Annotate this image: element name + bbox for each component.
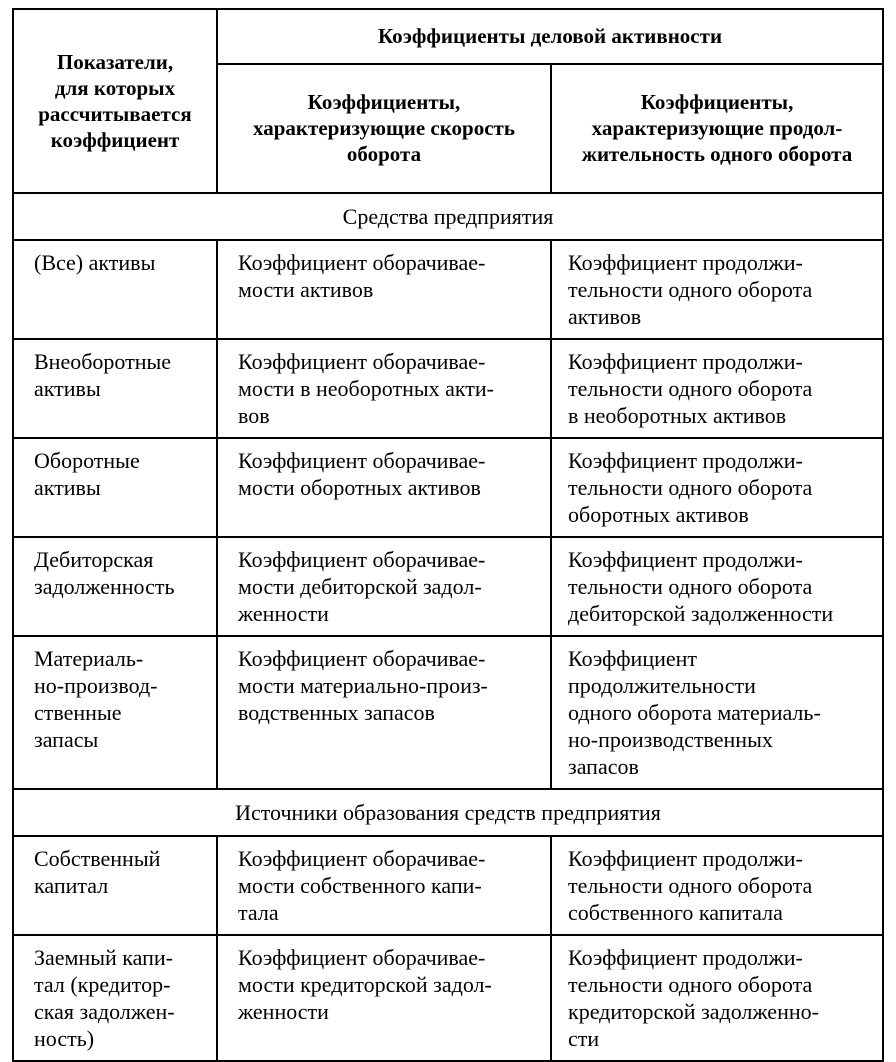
section-row: [13, 789, 883, 836]
duration-cell: Коэффициент продолжительности одного оборота материаль- но-производственных запасов: [551, 636, 883, 789]
duration-cell: Коэффициент продолжи- тельности одного оборота дебиторской задолженности: [551, 537, 883, 636]
table-row: [13, 935, 883, 1061]
speed-cell: Коэффициент оборачивае- мости оборотных активов: [217, 438, 551, 537]
header-indicators: Показатели, для которых рассчитывается коэффициент: [13, 9, 217, 193]
speed-cell: Коэффициент оборачивае- мости кредиторской задол- женности: [217, 935, 551, 1061]
indicator-cell: Собственный капитал: [13, 836, 217, 935]
section-row: [13, 193, 883, 240]
speed-cell: Коэффициент оборачивае- мости материально-произ- водственных запасов: [217, 636, 551, 789]
duration-cell: Коэффициент продолжи- тельности одного оборота оборотных активов: [551, 438, 883, 537]
header-duration: Коэффициенты, характеризующие продол- жительность одного оборота: [551, 64, 883, 193]
section-title: Средства предприятия: [13, 193, 883, 240]
indicator-cell: Внеоборотные активы: [13, 339, 217, 438]
header-speed: Коэффициенты, характеризующие скорость оборота: [217, 64, 551, 193]
speed-cell: Коэффициент оборачивае- мости в необоротных акти- вов: [217, 339, 551, 438]
speed-cell: Коэффициент оборачивае- мости дебиторской задол- женности: [217, 537, 551, 636]
table-row: [13, 240, 883, 339]
indicator-cell: Оборотные активы: [13, 438, 217, 537]
indicator-cell: Материаль- но-производ- ственные запасы: [13, 636, 217, 789]
table-row: [13, 836, 883, 935]
indicator-cell: Дебиторская задолженность: [13, 537, 217, 636]
activity-ratios-table: [12, 8, 884, 1062]
indicator-cell: (Все) активы: [13, 240, 217, 339]
table-row: [13, 636, 883, 789]
table-row: [13, 438, 883, 537]
indicator-cell: Заемный капи- тал (кредитор- ская задолжен- ность): [13, 935, 217, 1061]
table-row: [13, 537, 883, 636]
duration-cell: Коэффициент продолжи- тельности одного оборота активов: [551, 240, 883, 339]
header-group: Коэффициенты деловой активности: [217, 9, 883, 64]
speed-cell: Коэффициент оборачивае- мости активов: [217, 240, 551, 339]
duration-cell: Коэффициент продолжи- тельности одного оборота собственного капитала: [551, 836, 883, 935]
duration-cell: Коэффициент продолжи- тельности одного оборота в необоротных активов: [551, 339, 883, 438]
section-title: Источники образования средств предприятия: [13, 789, 883, 836]
table-row: [13, 339, 883, 438]
duration-cell: Коэффициент продолжи- тельности одного оборота кредиторской задолженно- сти: [551, 935, 883, 1061]
speed-cell: Коэффициент оборачивае- мости собственного капи- тала: [217, 836, 551, 935]
